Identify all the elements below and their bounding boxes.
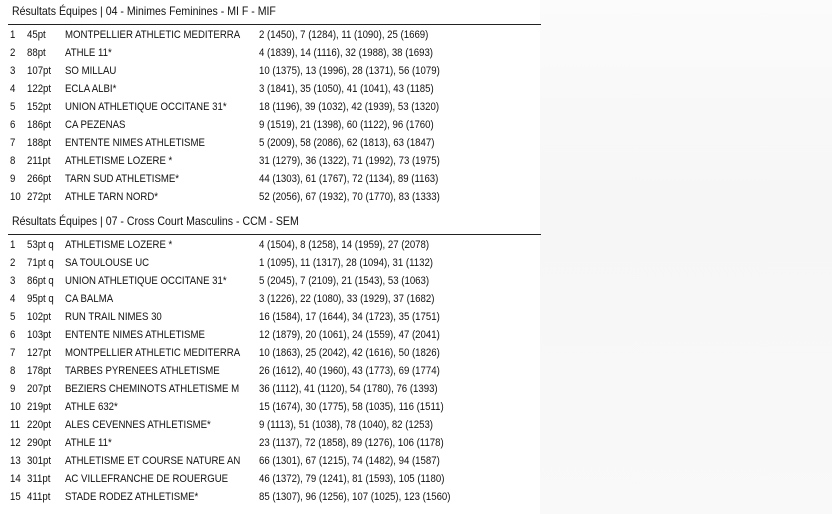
table-row	[0, 362, 545, 380]
points-cell: 152pt	[27, 101, 52, 113]
section-divider	[8, 24, 541, 25]
club-name-cell: CA BALMA	[65, 293, 114, 305]
club-name-cell: TARBES PYRENEES ATHLETISME	[65, 365, 220, 377]
details-cell: 9 (1113), 51 (1038), 78 (1040), 82 (1253)	[259, 419, 434, 431]
rank-cell: 3	[10, 275, 16, 287]
section-title: Résultats Équipes | 04 - Minimes Feminines - MI F - MIF	[12, 4, 276, 18]
club-name-cell: ATHLE TARN NORD*	[65, 191, 159, 203]
club-name-cell: UNION ATHLETIQUE OCCITANE 31*	[65, 275, 227, 287]
table-row	[0, 434, 545, 452]
club-name-cell: RUN TRAIL NIMES 30	[65, 311, 162, 323]
club-name-cell: ATHLETISME LOZERE *	[65, 155, 173, 167]
points-cell: 95pt q	[27, 293, 54, 305]
details-cell: 36 (1112), 41 (1120), 54 (1780), 76 (1393)	[259, 383, 438, 395]
points-cell: 53pt q	[27, 239, 54, 251]
club-name-cell: MONTPELLIER ATHLETIC MEDITERRA	[65, 347, 241, 359]
results-table	[0, 26, 545, 206]
section-title: Résultats Équipes | 07 - Cross Court Masculins - CCM - SEM	[12, 214, 299, 228]
rank-cell: 1	[10, 239, 16, 251]
club-name-cell: TARN SUD ATHLETISME*	[65, 173, 180, 185]
points-cell: 272pt	[27, 191, 52, 203]
rank-cell: 14	[10, 473, 21, 485]
page-background-shade	[540, 0, 832, 514]
table-row	[0, 134, 545, 152]
table-row	[0, 116, 545, 134]
details-cell: 10 (1375), 13 (1996), 28 (1371), 56 (1079)	[259, 65, 440, 77]
rank-cell: 4	[10, 293, 16, 305]
points-cell: 186pt	[27, 119, 52, 131]
table-row	[0, 188, 545, 206]
club-name-cell: MONTPELLIER ATHLETIC MEDITERRA	[65, 29, 241, 41]
club-name-cell: AC VILLEFRANCHE DE ROUERGUE	[65, 473, 229, 485]
points-cell: 207pt	[27, 383, 52, 395]
club-name-cell: ALES CEVENNES ATHLETISME*	[65, 419, 211, 431]
details-cell: 5 (2009), 58 (2086), 62 (1813), 63 (1847)	[259, 137, 435, 149]
points-cell: 102pt	[27, 311, 52, 323]
club-name-cell: ATHLETISME ET COURSE NATURE AN	[65, 455, 241, 467]
club-name-cell: ATHLE 11*	[65, 47, 112, 59]
details-cell: 18 (1196), 39 (1032), 42 (1939), 53 (1320)	[259, 101, 440, 113]
table-row	[0, 470, 545, 488]
rank-cell: 6	[10, 119, 16, 131]
table-row	[0, 152, 545, 170]
details-cell: 4 (1839), 14 (1116), 32 (1988), 38 (1693)	[259, 47, 434, 59]
points-cell: 301pt	[27, 455, 52, 467]
rank-cell: 6	[10, 329, 16, 341]
points-cell: 88pt	[27, 47, 46, 59]
club-name-cell: ATHLE 11*	[65, 437, 112, 449]
table-row	[0, 254, 545, 272]
details-cell: 3 (1226), 22 (1080), 33 (1929), 37 (1682)	[259, 293, 435, 305]
rank-cell: 8	[10, 365, 16, 377]
rank-cell: 15	[10, 491, 21, 503]
details-cell: 31 (1279), 36 (1322), 71 (1992), 73 (1975)	[259, 155, 440, 167]
rank-cell: 1	[10, 29, 16, 41]
details-cell: 9 (1519), 21 (1398), 60 (1122), 96 (1760)	[259, 119, 434, 131]
table-row	[0, 398, 545, 416]
table-row	[0, 344, 545, 362]
rank-cell: 11	[10, 419, 20, 431]
points-cell: 266pt	[27, 173, 52, 185]
rank-cell: 5	[10, 311, 16, 323]
rank-cell: 9	[10, 383, 16, 395]
club-name-cell: ENTENTE NIMES ATHLETISME	[65, 329, 205, 341]
points-cell: 219pt	[27, 401, 52, 413]
rank-cell: 12	[10, 437, 21, 449]
table-row	[0, 80, 545, 98]
club-name-cell: SO MILLAU	[65, 65, 117, 77]
rank-cell: 2	[10, 47, 16, 59]
results-table	[0, 236, 545, 506]
club-name-cell: ECLA ALBI*	[65, 83, 117, 95]
club-name-cell: ATHLE 632*	[65, 401, 118, 413]
rank-cell: 2	[10, 257, 16, 269]
points-cell: 45pt	[27, 29, 46, 41]
club-name-cell: ENTENTE NIMES ATHLETISME	[65, 137, 205, 149]
table-row	[0, 416, 545, 434]
details-cell: 16 (1584), 17 (1644), 34 (1723), 35 (1751)	[259, 311, 440, 323]
details-cell: 4 (1504), 8 (1258), 14 (1959), 27 (2078)	[259, 239, 430, 251]
points-cell: 211pt	[27, 155, 51, 167]
rank-cell: 9	[10, 173, 16, 185]
points-cell: 122pt	[27, 83, 52, 95]
table-row	[0, 170, 545, 188]
club-name-cell: BEZIERS CHEMINOTS ATHLETISME M	[65, 383, 240, 395]
points-cell: 178pt	[27, 365, 52, 377]
table-row	[0, 326, 545, 344]
points-cell: 107pt	[27, 65, 52, 77]
details-cell: 2 (1450), 7 (1284), 11 (1090), 25 (1669)	[259, 29, 429, 41]
details-cell: 52 (2056), 67 (1932), 70 (1770), 83 (1333)	[259, 191, 440, 203]
club-name-cell: UNION ATHLETIQUE OCCITANE 31*	[65, 101, 227, 113]
table-row	[0, 62, 545, 80]
details-cell: 66 (1301), 67 (1215), 74 (1482), 94 (1587)	[259, 455, 440, 467]
points-cell: 86pt q	[27, 275, 54, 287]
rank-cell: 10	[10, 401, 21, 413]
details-cell: 12 (1879), 20 (1061), 24 (1559), 47 (2041)	[259, 329, 440, 341]
rank-cell: 13	[10, 455, 21, 467]
table-row	[0, 44, 545, 62]
details-cell: 1 (1095), 11 (1317), 28 (1094), 31 (1132)	[259, 257, 434, 269]
section-divider	[8, 234, 541, 235]
table-row	[0, 452, 545, 470]
details-cell: 23 (1137), 72 (1858), 89 (1276), 106 (1178)	[259, 437, 444, 449]
table-row	[0, 488, 545, 506]
table-row	[0, 26, 545, 44]
points-cell: 127pt	[27, 347, 52, 359]
club-name-cell: ATHLETISME LOZERE *	[65, 239, 173, 251]
rank-cell: 10	[10, 191, 21, 203]
details-cell: 5 (2045), 7 (2109), 21 (1543), 53 (1063)	[259, 275, 430, 287]
table-row	[0, 308, 545, 326]
details-cell: 46 (1372), 79 (1241), 81 (1593), 105 (1180)	[259, 473, 445, 485]
rank-cell: 7	[10, 137, 16, 149]
table-row	[0, 380, 545, 398]
details-cell: 15 (1674), 30 (1775), 58 (1035), 116 (1511)	[259, 401, 444, 413]
points-cell: 103pt	[27, 329, 52, 341]
table-row	[0, 236, 545, 254]
points-cell: 290pt	[27, 437, 52, 449]
rank-cell: 5	[10, 101, 16, 113]
details-cell: 10 (1863), 25 (2042), 42 (1616), 50 (1826)	[259, 347, 440, 359]
table-row	[0, 272, 545, 290]
club-name-cell: STADE RODEZ ATHLETISME*	[65, 491, 199, 503]
table-row	[0, 290, 545, 308]
details-cell: 44 (1303), 61 (1767), 72 (1134), 89 (1163)	[259, 173, 439, 185]
points-cell: 220pt	[27, 419, 52, 431]
points-cell: 411pt	[27, 491, 51, 503]
details-cell: 3 (1841), 35 (1050), 41 (1041), 43 (1185)	[259, 83, 434, 95]
club-name-cell: CA PEZENAS	[65, 119, 126, 131]
table-row	[0, 98, 545, 116]
rank-cell: 7	[10, 347, 16, 359]
details-cell: 85 (1307), 96 (1256), 107 (1025), 123 (1560)	[259, 491, 451, 503]
points-cell: 311pt	[27, 473, 51, 485]
club-name-cell: SA TOULOUSE UC	[65, 257, 150, 269]
rank-cell: 8	[10, 155, 16, 167]
rank-cell: 3	[10, 65, 16, 77]
points-cell: 188pt	[27, 137, 52, 149]
details-cell: 26 (1612), 40 (1960), 43 (1773), 69 (1774)	[259, 365, 440, 377]
points-cell: 71pt q	[27, 257, 54, 269]
rank-cell: 4	[10, 83, 16, 95]
